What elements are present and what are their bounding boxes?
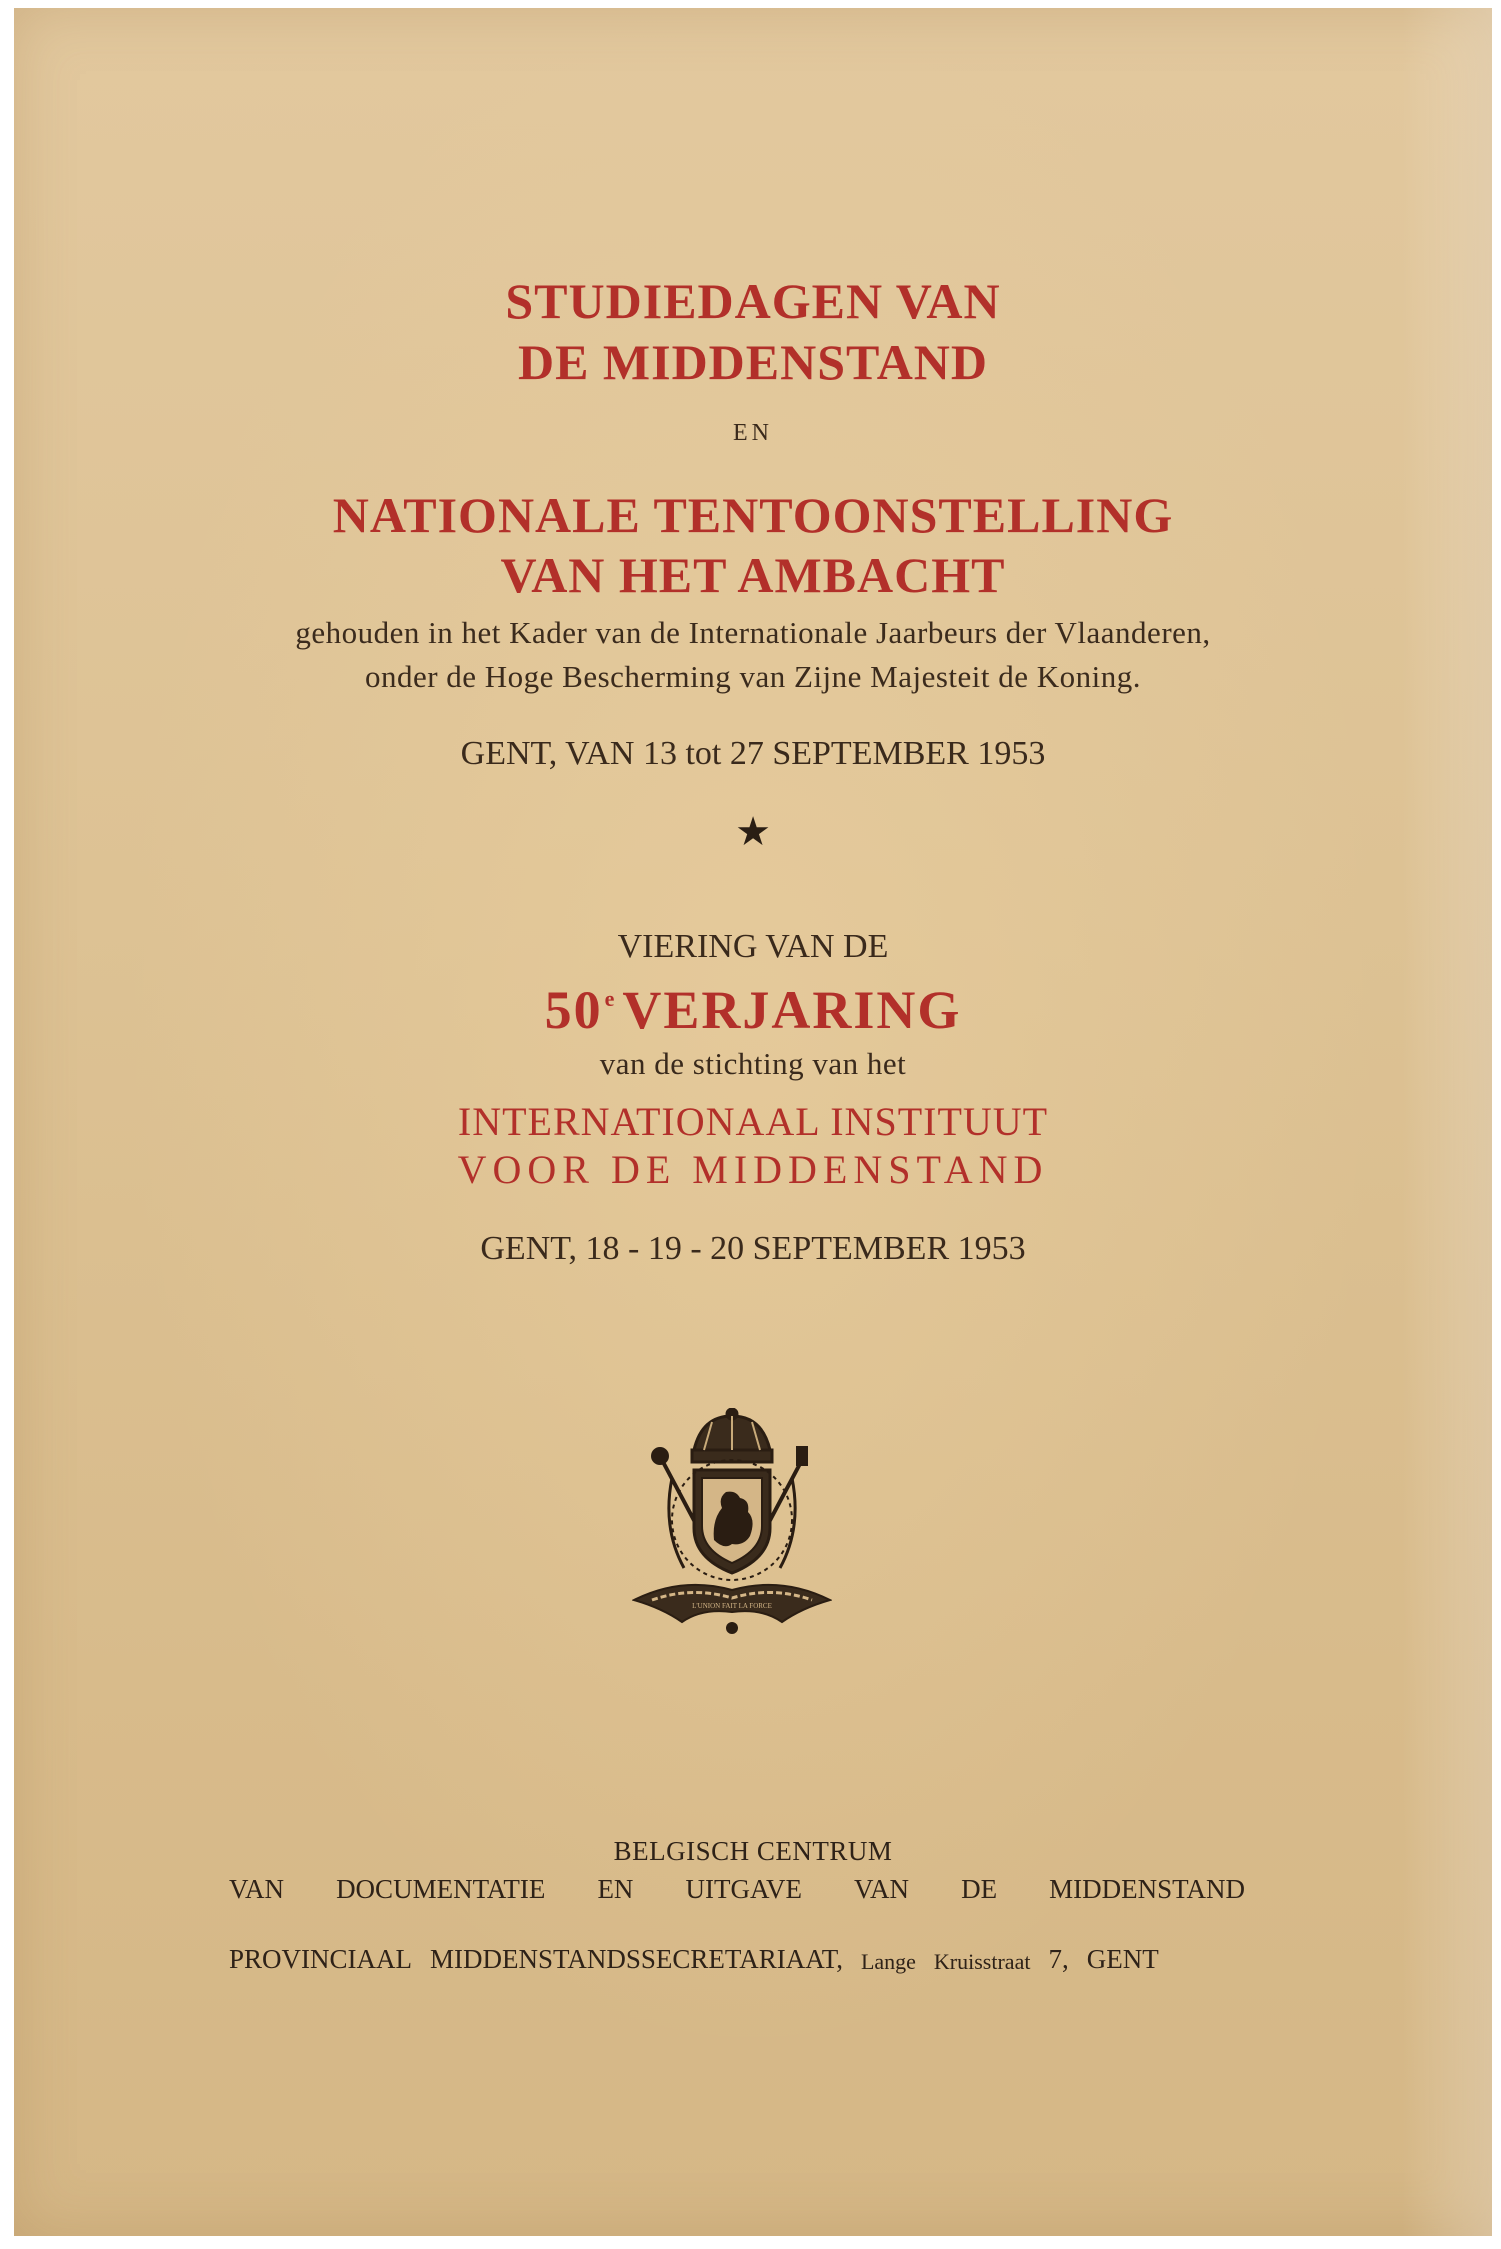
title-line-1: STUDIEDAGEN VAN — [505, 273, 1001, 329]
celebration-heading: VIERING VAN DE — [617, 928, 889, 965]
title-line-2: DE MIDDENSTAND — [517, 334, 989, 390]
founding-line: van de stichting van het — [599, 1046, 907, 1081]
address-word: PROVINCIAAL — [229, 1944, 413, 1974]
anniversary-dates: GENT, 18 - 19 - 20 SEPTEMBER 1953 — [480, 1230, 1026, 1267]
address-word: GENT — [1086, 1944, 1159, 1974]
anniversary-title — [14, 979, 1492, 1041]
publisher-line-2 — [229, 1874, 1245, 1905]
address-word: Lange — [860, 1949, 916, 1974]
exhibition-dates: GENT, VAN 13 tot 27 SEPTEMBER 1953 — [460, 735, 1046, 772]
anniversary-suffix: e — [604, 986, 617, 1011]
address-line — [229, 1944, 1245, 1975]
publisher-word: DOCUMENTATIE — [336, 1874, 546, 1904]
subtitle-line-1: gehouden in het Kader van de Internationale Jaarbeurs der Vlaanderen, — [295, 615, 1211, 650]
crest-motto: L'UNION FAIT LA FORCE — [692, 1602, 772, 1610]
anniversary-word: VERJARING — [622, 980, 962, 1040]
publisher-word: EN — [597, 1874, 634, 1904]
address-word: Kruisstraat — [933, 1949, 1031, 1974]
institute-line-1: INTERNATIONAAL INSTITUUT — [457, 1099, 1049, 1144]
address-word: 7, — [1048, 1944, 1069, 1974]
star-ornament: ★ — [735, 809, 771, 854]
publisher-word: UITGAVE — [685, 1874, 802, 1904]
title-line-4: VAN HET AMBACHT — [500, 547, 1006, 603]
title-line-3: NATIONALE TENTOONSTELLING — [332, 487, 1174, 543]
publisher-word: DE — [961, 1874, 998, 1904]
subtitle-line-2: onder de Hoge Bescherming van Zijne Majesteit de Koning. — [364, 659, 1142, 694]
publisher-word: MIDDENSTAND — [1049, 1874, 1245, 1904]
address-word: MIDDENSTANDSSECRETARIAAT, — [430, 1944, 843, 1974]
belgian-coat-of-arms-icon — [632, 1408, 832, 1638]
institute-line-2: VOOR DE MIDDENSTAND — [457, 1147, 1049, 1192]
anniversary-number: 50 — [544, 980, 603, 1040]
title-conjunction: EN — [733, 420, 773, 446]
publisher-line-1: BELGISCH CENTRUM — [613, 1836, 893, 1866]
book-cover — [14, 8, 1492, 2236]
publisher-word: VAN — [229, 1874, 285, 1904]
publisher-word: VAN — [854, 1874, 910, 1904]
